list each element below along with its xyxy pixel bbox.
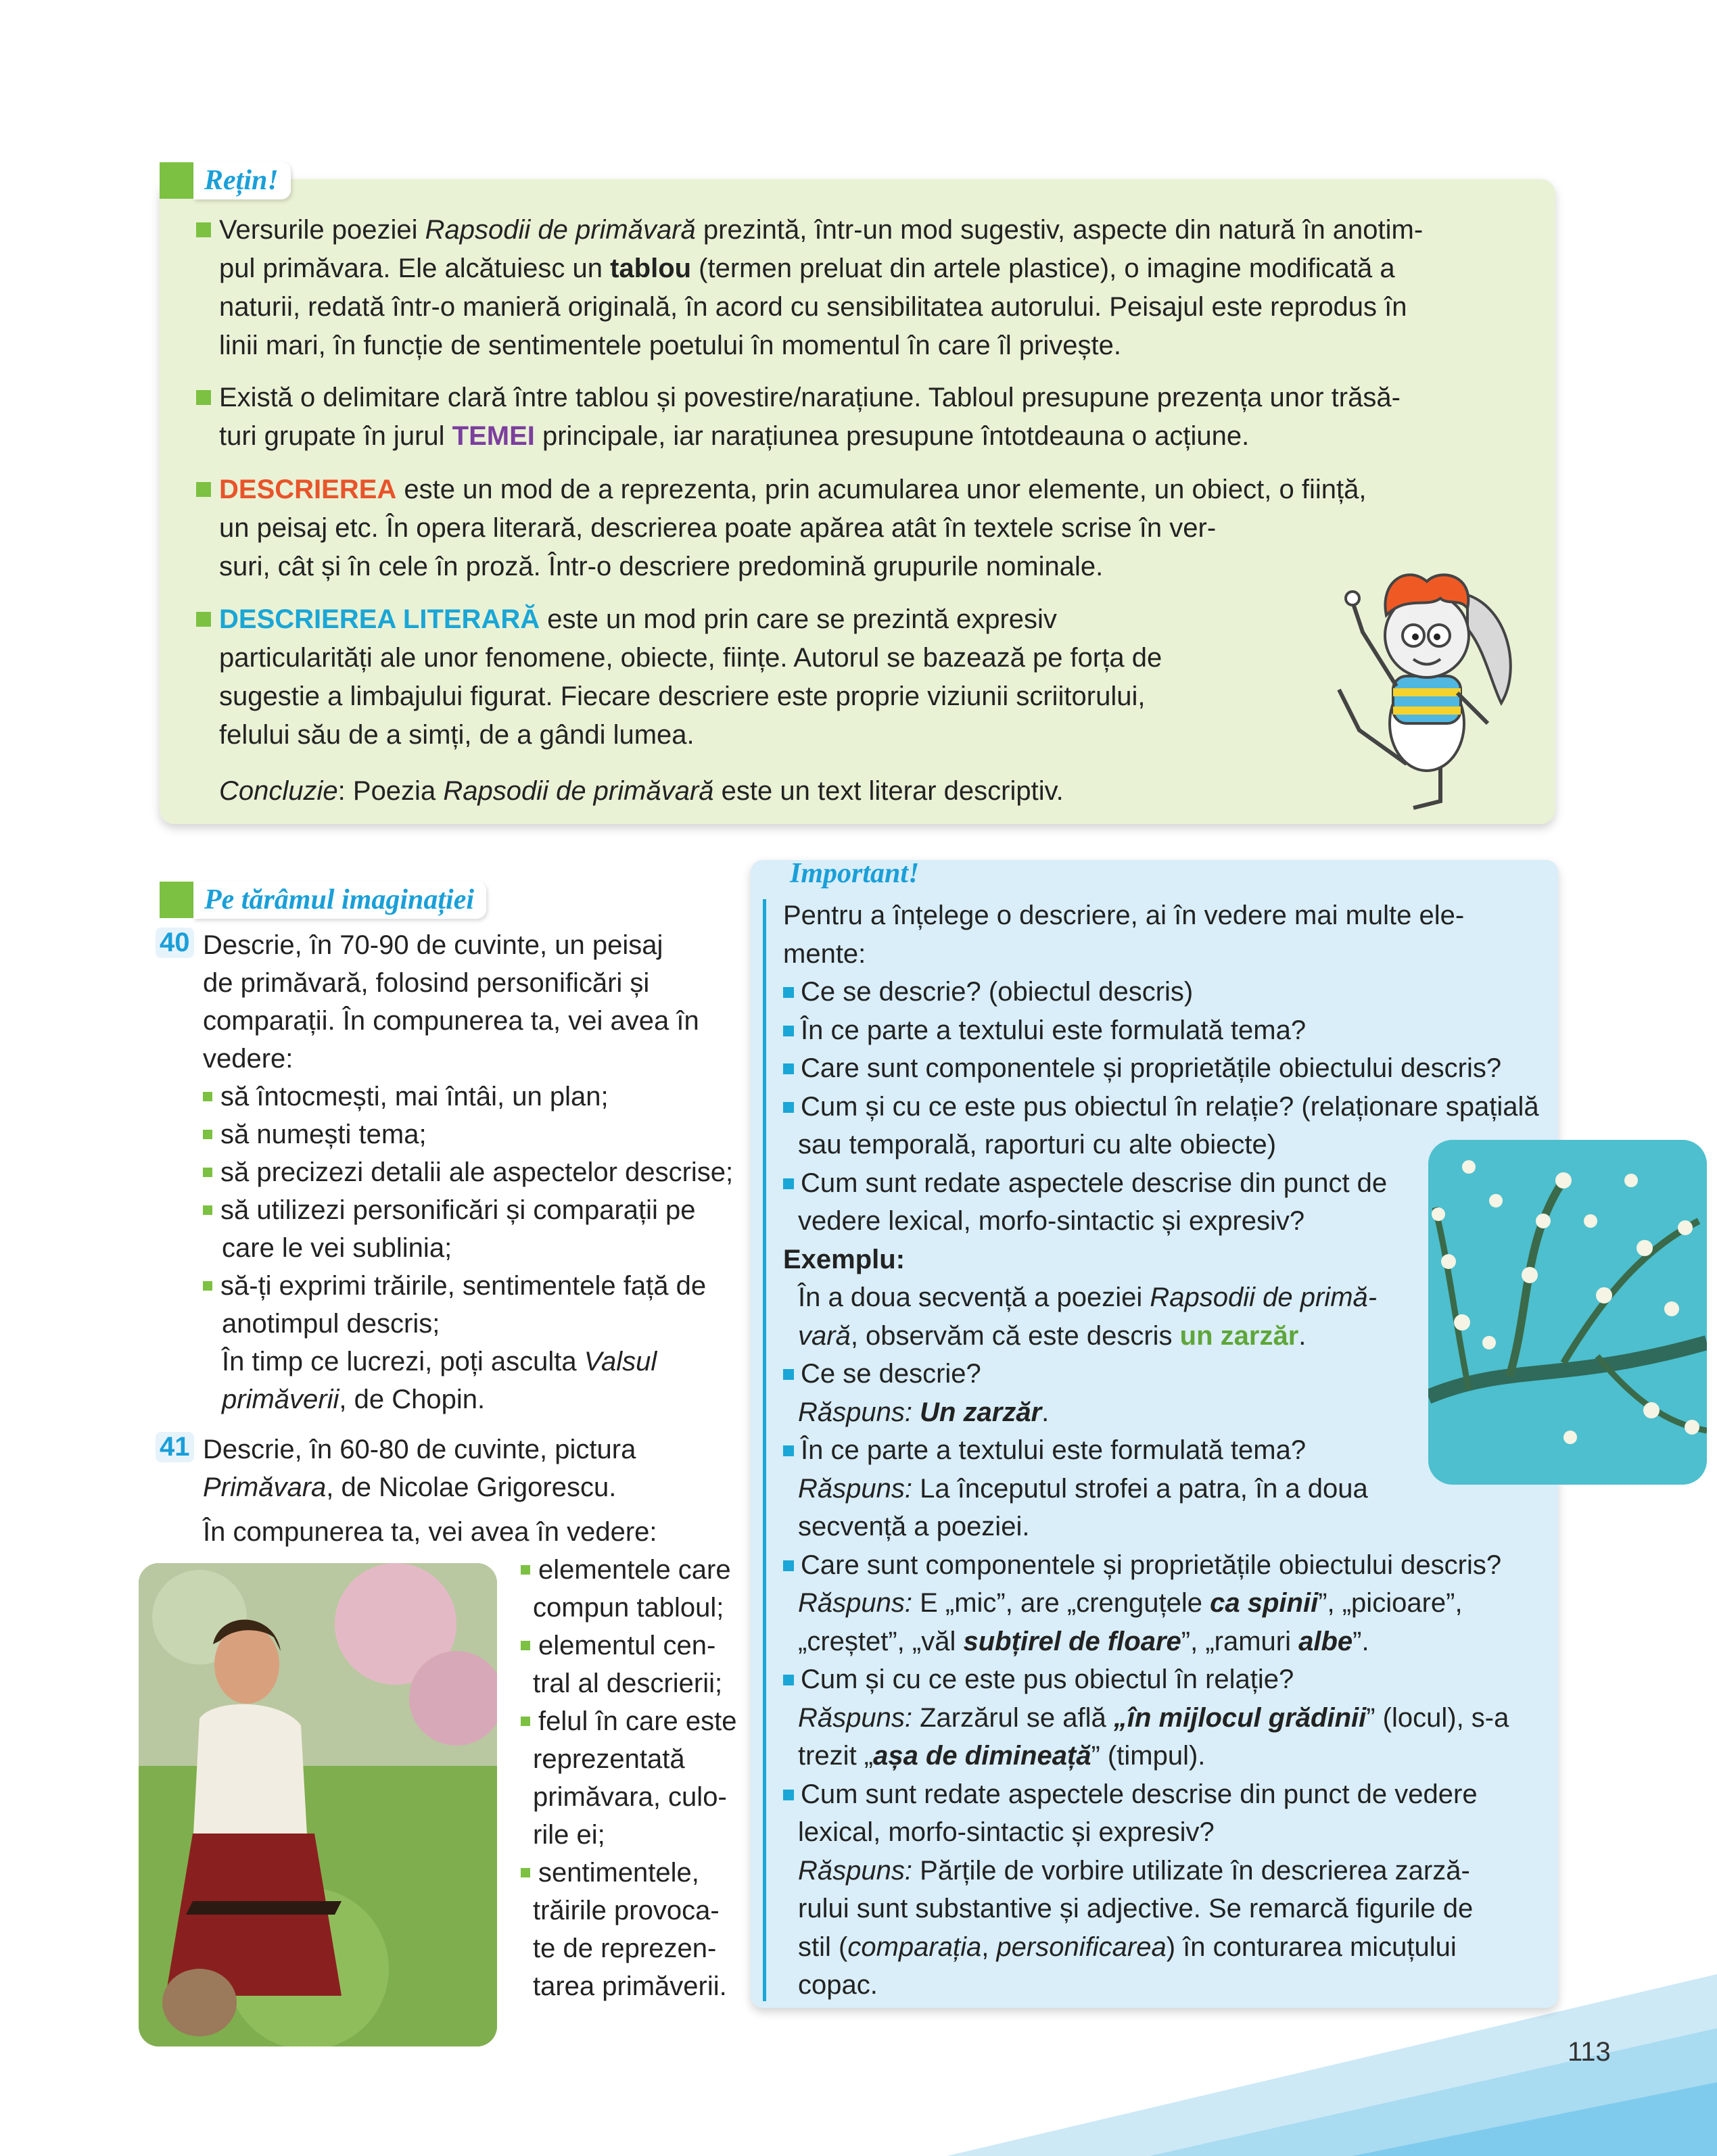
- list-item: să întocmești, mai întâi, un plan;: [203, 1078, 737, 1116]
- retin-tag: [160, 160, 291, 201]
- retin-title: Rețin!: [193, 162, 291, 199]
- important-accent-line: [763, 899, 766, 2001]
- retin-conclusion: Concluzie: Poezia Rapsodii de primăvară este un text literar descriptiv.: [219, 776, 1064, 806]
- list-item: elementul cen-: [521, 1627, 737, 1664]
- list-item: să-ți exprimi trăirile, sentimentele față de: [203, 1267, 737, 1305]
- exercise-41: Descrie, în 60-80 de cuvinte, pictura Primăvara, de Nicolae Grigorescu. În compunerea ta, vei avea în vedere:: [203, 1435, 657, 1547]
- imaginatie-tag: [160, 879, 486, 921]
- important-title: Important!: [790, 858, 920, 889]
- almond-blossom-painting: [1428, 1140, 1707, 1485]
- primavara-painting: [139, 1563, 497, 2046]
- list-item: să numești tema;: [203, 1116, 737, 1153]
- page-number: 113: [1568, 2037, 1611, 2067]
- list-item: sentimentele,: [521, 1854, 737, 1892]
- retin-paragraph-1: Versurile poeziei Rapsodii de primăvară prezintă, într-un mod sugestiv, aspecte din natură în anotim- pul primăvara. Ele alcătuiesc un tablou (termen preluat din artele plastice), o imagine modificată a naturii, redată într-o manieră originală, în acord cu sensibilitatea autorului. Peisajul este reprodus în linii mari, în funcție de sentimentele poetului în momentul în care îl privește.: [196, 211, 1515, 365]
- exercise-number-41: 41: [156, 1432, 194, 1462]
- cartoon-character-illustration: [1325, 568, 1528, 818]
- list-item: să precizezi detalii ale aspectelor descrise;: [203, 1153, 737, 1191]
- list-item: elementele care: [521, 1551, 737, 1589]
- retin-paragraph-4: DESCRIEREA LITERARĂ este un mod prin care se prezintă expresiv particularități ale unor fenomene, obiecte, ființe. Autorul se bazează pe forța de sugestie a limbajului figurat. Fiecare descriere este proprie viziunii scriitorului, felului său de a simți, de a gândi lumea.: [196, 600, 1278, 754]
- exercise-41-list: elementele care compun tabloul; elementul cen- tral al descrierii; felul în care este reprezentată primăvara, culo- rile ei; sentimentele, trăirile provoca- te de reprezen- tarea primăverii.: [521, 1551, 737, 2005]
- exercise-40: Descrie, în 70-90 de cuvinte, un peisaj de primăvară, folosind personificări și comparații. În compunerea ta, vei avea în vedere: să întocmești, mai întâi, un plan; să numești tema; să precizezi detalii ale aspectelor descrise; să utilizezi personificări și comparații pe care le vei sublinia; să-ți exprimi trăirile, sentimentele față de anotimpul descris; În timp ce lucrezi, poți asculta Valsul primăverii, de Chopin.: [203, 926, 737, 1418]
- imaginatie-title: Pe tărâmul imaginației: [193, 881, 486, 919]
- exercise-number-40: 40: [156, 928, 194, 958]
- retin-paragraph-2: Există o delimitare clară între tablou și povestire/narațiune. Tabloul presupune prezența unor trăsă- turi grupate în jurul TEMEI principale, iar narațiunea presupune întotdeauna o acțiune.: [196, 379, 1515, 456]
- list-item: să utilizezi personificări și comparații pe: [203, 1191, 737, 1229]
- list-item: felul în care este: [521, 1702, 737, 1740]
- retin-paragraph-3: DESCRIEREA este un mod de a reprezenta, prin acumularea unor elemente, un obiect, o ființă, un peisaj etc. În opera literară, descrierea poate apărea atât în textele scrise în ver- suri, cât și în cele în proză. Într-o descriere predomină grupurile nominale.: [196, 471, 1515, 586]
- important-content: Pentru a înțelege o descriere, ai în vedere mai multe ele- mente: Ce se descrie? (obiectul descris) În ce parte a textului este formulată tema? Care sunt componentele și proprietățile obiectului descris? Cum și cu ce este pus obiectul în relație? (relaționare spațială sau temporală, raporturi cu alte obiecte) Cum sunt redate aspectele descrise din punct de vedere lexical, morfo-sintactic și expresiv? Exemplu: În a doua secvență a poeziei Rapsodii de primă- vară, observăm că este descris un zarzăr. Ce se descrie? Răspuns: Un zarzăr. În ce parte a textului este formulată tema? Răspuns: La începutul strofei a patra, în a doua secvență a poeziei. Care sunt componentele și proprietățile obiectului descris? Răspuns: E „mic”, are „crenguțele ca spinii”, „picioare”, „creștet”, „văl subțirel de floare”, „ramuri albe”. Cum și cu ce este pus obiectul în relație? Răspuns: Zarzărul se află „în mijlocul grădinii” (locul), s-a trezit „așa de dimineață” (timpul). Cum sunt redate aspectele descrise din punct de vedere lexical, morfo-sintactic și expresiv? Răspuns: Părțile de vorbire utilizate în descrierea zarză- rului sunt substantive și adjective. Se remarcă figurile de stil (comparația, personificarea) în conturarea micuțului copac.: [783, 901, 1539, 2000]
